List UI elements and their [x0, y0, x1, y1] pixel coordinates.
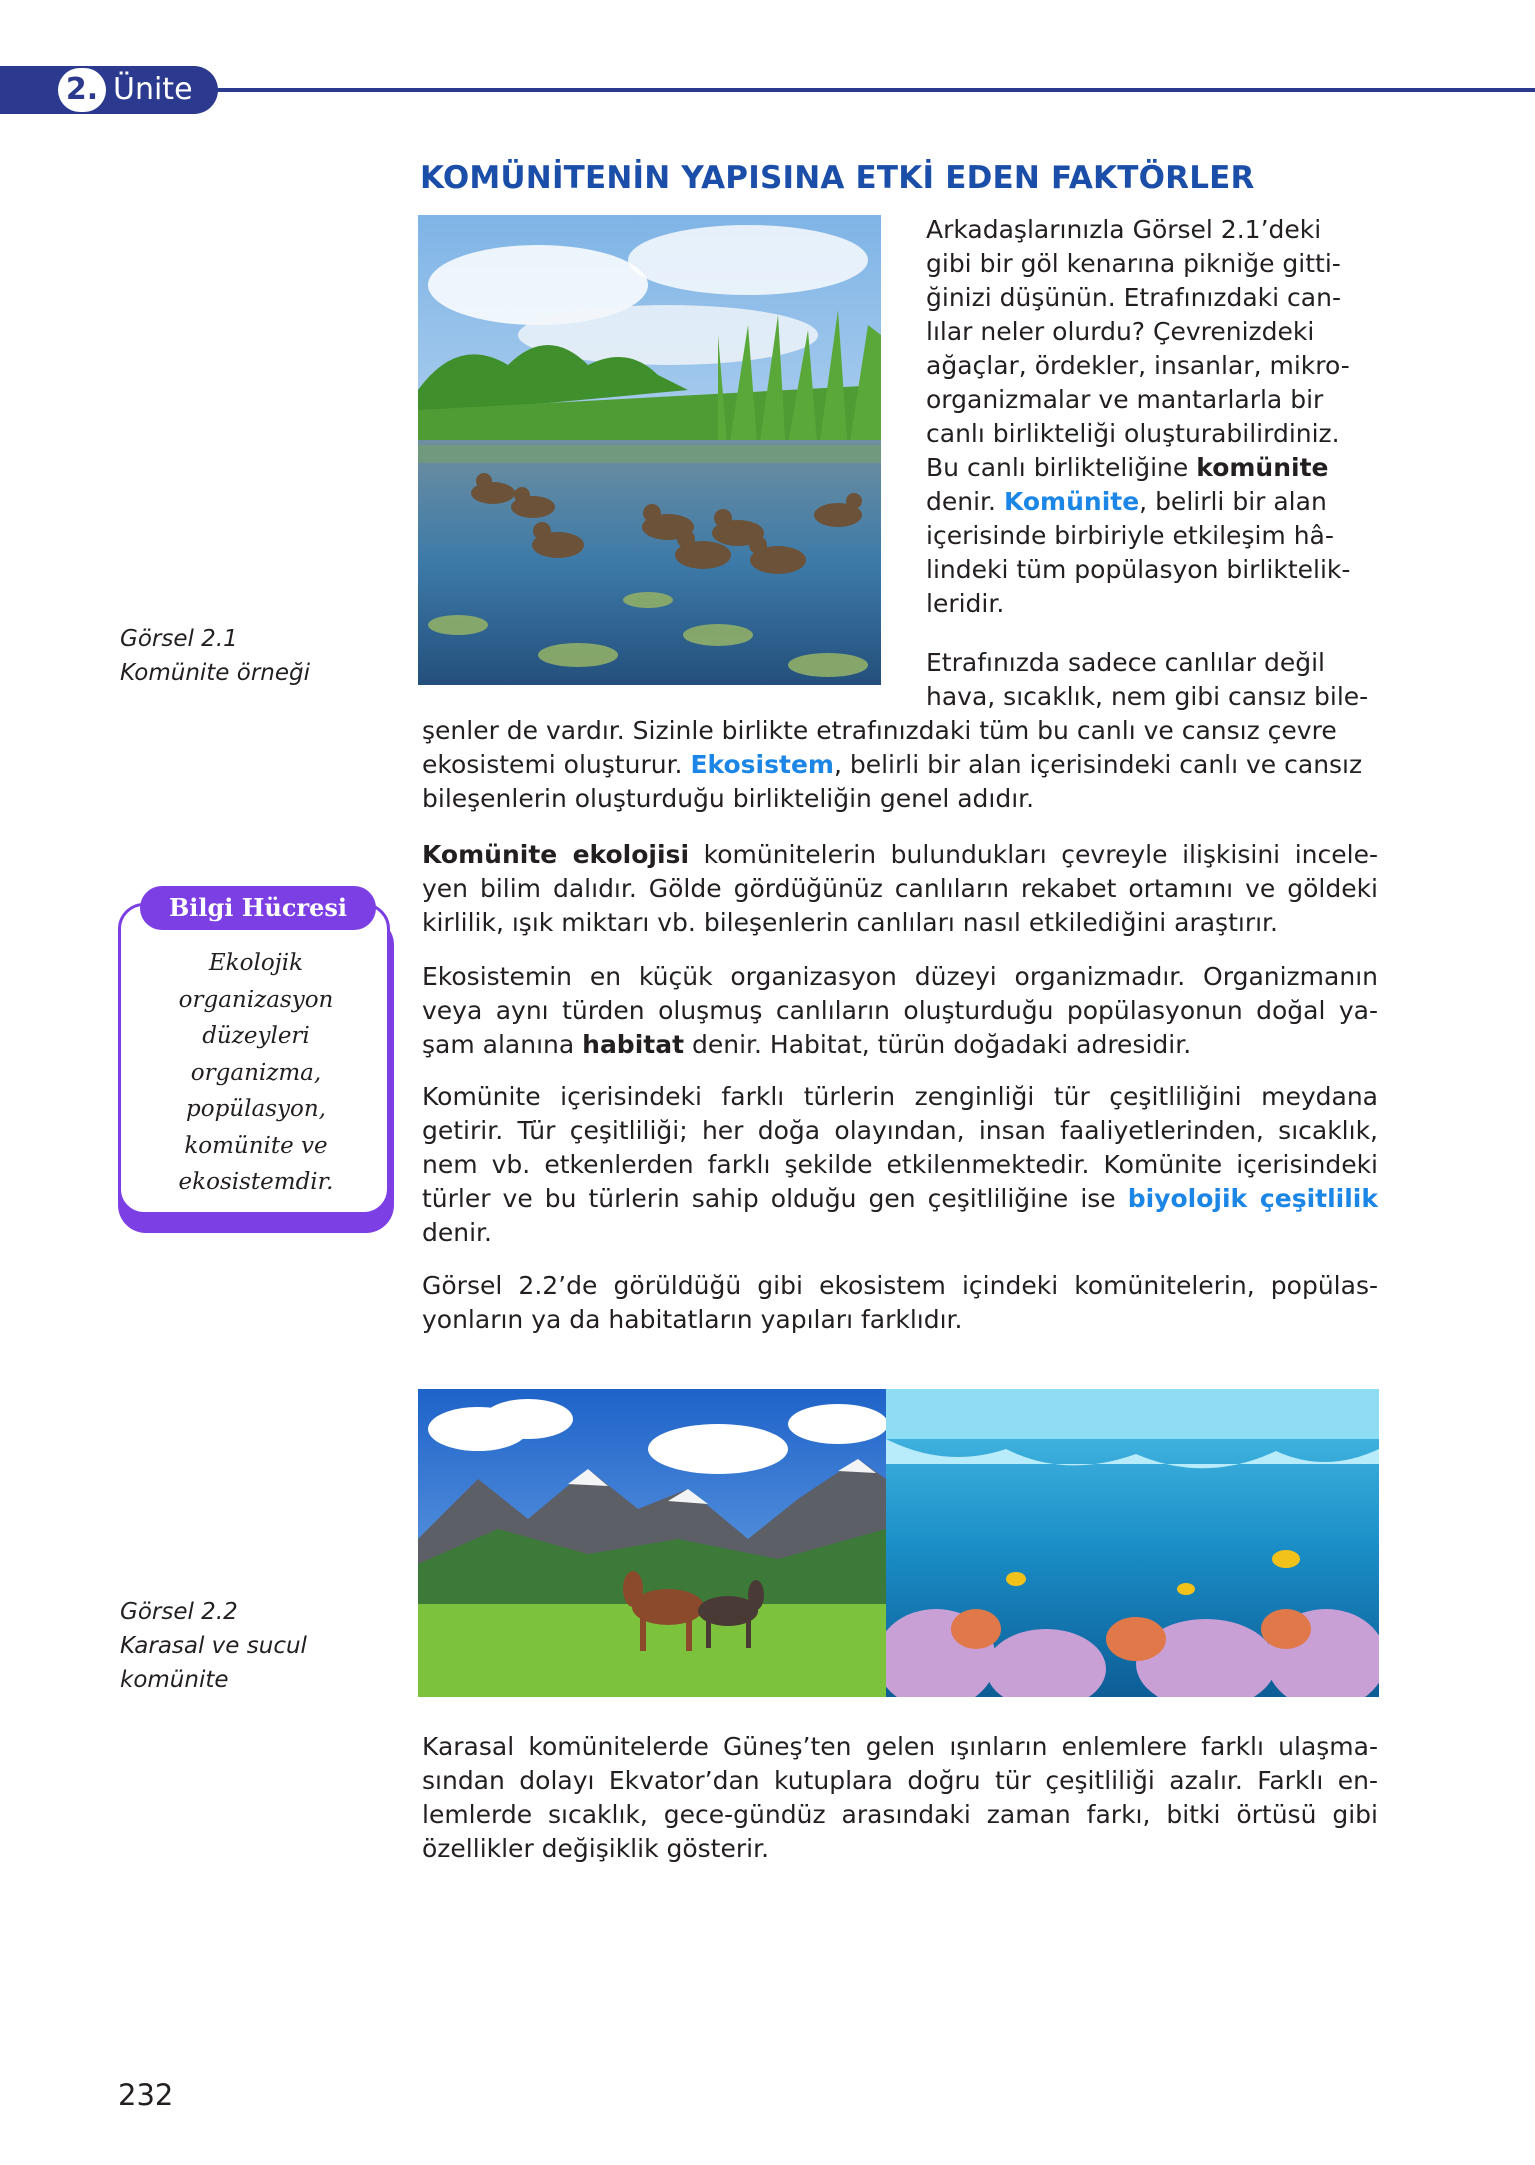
- ekosistem-line: Etrafınızda sadece canlılar değil: [926, 648, 1325, 677]
- komunite-bold-term: komünite: [1196, 453, 1329, 482]
- info-line: popülasyon,: [186, 1096, 326, 1122]
- intro-line: lindeki tüm popülasyon birliktelik-: [926, 555, 1351, 584]
- caption-title: Görsel 2.2: [120, 1599, 238, 1625]
- komunite-term: Komünite: [1003, 487, 1140, 516]
- caption-title: Görsel 2.1: [120, 626, 238, 652]
- figure2-caption: [120, 1595, 307, 1697]
- info-line: organizma,: [190, 1059, 322, 1086]
- ekosistem-lines-top: [926, 646, 1378, 714]
- unit-number: 2.: [58, 68, 106, 112]
- coral-reef-photo: [886, 1389, 1379, 1697]
- info-box-text: [130, 945, 382, 1201]
- info-box-title: Bilgi Hücresi: [140, 886, 376, 930]
- intro-line: Arkadaşlarınızla Görsel 2.1’deki: [926, 215, 1322, 244]
- intro-line: Bu canlı birlikteliğine komünite: [926, 453, 1329, 482]
- gorsel22-paragraph: Görsel 2.2’de görüldüğü gibi ekosistem içindeki komünitelerin, popülas-yonların ya da habitatların yapıları farklıdır.: [422, 1271, 1378, 1334]
- caption-text: Komünite örneği: [120, 660, 311, 686]
- section-title: KOMÜNİTENİN YAPISINA ETKİ EDEN FAKTÖRLER: [420, 160, 1255, 196]
- intro-line: lılar neler olurdu? Çevrenizdeki: [926, 317, 1315, 346]
- habitat-term: habitat: [582, 1030, 685, 1059]
- ekosistem-lines-bottom: [422, 714, 1382, 816]
- info-line: komünite ve: [184, 1132, 328, 1159]
- header-rule: [190, 88, 1535, 92]
- info-line: ekosistemdir.: [178, 1169, 334, 1195]
- ekosistem-line: hava, sıcaklık, nem gibi cansız bile-: [926, 682, 1369, 711]
- ekosistem-line: ekosistemi oluşturur. Ekosistem, belirli bir alan içerisindeki canlı ve cansız: [422, 750, 1363, 779]
- karasal-paragraph: Karasal komünitelerde Güneş’ten gelen ışınların enlemlere farklı ulaşma-sından dolayı Ekvator’dan kutuplara doğru tür çeşitliliği azalır. Farklı en-lemlerde sıcaklık, gece-gündüz arasındaki zaman farkı, bitki örtüsü gibi özellikler değişiklik gösterir.: [422, 1732, 1378, 1863]
- unit-label: Ünite: [113, 72, 193, 107]
- caption-text: Karasal ve sucul: [120, 1633, 307, 1659]
- cesitlilik-paragraph: Komünite içerisindeki farklı türlerin zenginliği tür çeşitliliğini meydana getirir. Tür çeşitliliği; her doğa olayından, insan faaliyetlerinden, sıcaklık, nem vb. etkenlerden farklı şekilde etkilenmektedir. Komünite içerisindeki türler ve bu türlerin sahip olduğu gen çeşitliliğine ise biyolojik çeşitlilik denir.: [422, 1082, 1378, 1247]
- intro-line: ağaçlar, ördekler, insanlar, mikro-: [926, 351, 1350, 380]
- ekosistem-line: şenler de vardır. Sizinle birlikte etrafınızdaki tüm bu canlı ve cansız çevre: [422, 716, 1337, 745]
- intro-line: canlı birlikteliği oluşturabilirdiniz.: [926, 419, 1340, 448]
- figure1-caption: [120, 622, 310, 690]
- page-number: 232: [118, 2078, 174, 2112]
- info-line: organizasyon: [178, 986, 334, 1013]
- info-line: düzeyleri: [202, 1023, 310, 1049]
- intro-line: denir. Komünite, belirli bir alan: [926, 487, 1327, 516]
- mountain-horses-photo: [418, 1389, 886, 1697]
- habitat-paragraph: Ekosistemin en küçük organizasyon düzeyi organizmadır. Organizmanın veya aynı türden oluşmuş canlıların oluşturduğu popülasyonun doğal ya-şam alanına habitat denir. Habitat, türün doğadaki adresidir.: [422, 962, 1378, 1059]
- intro-line: organizmalar ve mantarlarla bir: [926, 385, 1324, 414]
- intro-line: gibi bir göl kenarına pikniğe gitti-: [926, 249, 1341, 278]
- ekosistem-line: bileşenlerin oluşturduğu birlikteliğin genel adıdır.: [422, 784, 1035, 813]
- ekosistem-term: Ekosistem: [690, 750, 834, 779]
- komunite-ekolojisi-paragraph: Komünite ekolojisi komünitelerin bulundukları çevreyle ilişkisini incele-yen bilim dalıdır. Gölde gördüğünüz canlıların rekabet ortamını ve göldeki kirlilik, ışık miktarı vb. bileşenlerin canlıları nasıl etkilediğini araştırır.: [422, 840, 1378, 937]
- intro-line: içerisinde birbiriyle etkileşim hâ-: [926, 521, 1334, 550]
- info-line: Ekolojik: [208, 950, 304, 976]
- intro-paragraph: [926, 213, 1378, 621]
- intro-line: ğinizi düşünün. Etrafınızdaki can-: [926, 283, 1341, 312]
- komunite-ekolojisi-term: Komünite ekolojisi: [422, 840, 690, 869]
- biyolojik-cesitlilik-term: biyolojik çeşitlilik: [1127, 1184, 1378, 1213]
- intro-line: leridir.: [926, 589, 1005, 618]
- caption-text: komünite: [120, 1667, 229, 1693]
- lake-ducks-photo: [418, 215, 881, 685]
